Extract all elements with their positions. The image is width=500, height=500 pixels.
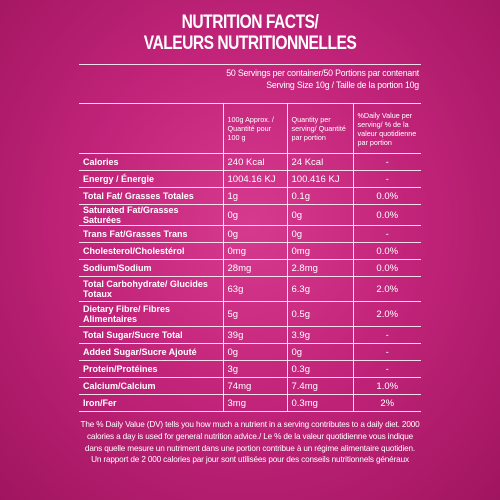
table-row [79, 302, 421, 327]
per-100g-value: 3mg [223, 395, 287, 412]
daily-value-footnote: The % Daily Value (DV) tells you how much a nutrient in a serving contributes to a daily diet. 2000 calories a day is used for general nutrition advice./ Le % de la valeur quotidienne vous indique dans quelle mesure un nutriment dans une portion contribue à un régime alimentaire quotidien. Un rapport de 2 000 calories par jour sont utilisées pour des conseils nutritionnels généraux [80, 420, 420, 465]
table-row [79, 327, 421, 344]
per-100g-value: 0mg [223, 243, 287, 260]
title-line-1: NUTRITION FACTS/ [181, 12, 319, 33]
title-line-2: VALEURS NUTRITIONNELLES [143, 33, 357, 54]
per-100g-value: 0g [223, 344, 287, 361]
daily-value-percent: 0.0% [353, 188, 421, 205]
per-100g-value: 3g [223, 361, 287, 378]
nutrition-label [79, 8, 421, 492]
nutrient-label: Total Sugar/Sucre Total [79, 327, 223, 344]
per-100g-value: 39g [223, 327, 287, 344]
per-serving-value: 0.5g [287, 302, 353, 327]
per-serving-value: 7.4mg [287, 378, 353, 395]
per-serving-value: 0g [287, 205, 353, 226]
per-100g-value: 1004.16 KJ [223, 171, 287, 188]
daily-value-percent: 1.0% [353, 378, 421, 395]
table-row [79, 361, 421, 378]
daily-value-percent: 2.0% [353, 277, 421, 302]
nutrient-label: Calories [79, 154, 223, 171]
per-serving-value: 0g [287, 344, 353, 361]
table-row [79, 378, 421, 395]
daily-value-percent: 0.0% [353, 260, 421, 277]
label-title [110, 12, 390, 54]
per-100g-value: 74mg [223, 378, 287, 395]
per-serving-value: 0.3mg [287, 395, 353, 412]
serving-size: Serving Size 10g / Taille de la portion 10g [266, 80, 419, 91]
daily-value-percent: 2.0% [353, 302, 421, 327]
daily-value-percent: 0.0% [353, 205, 421, 226]
per-100g-value: 63g [223, 277, 287, 302]
per-serving-value: 3.9g [287, 327, 353, 344]
per-100g-value: 240 Kcal [223, 154, 287, 171]
per-serving-value: 0mg [287, 243, 353, 260]
nutrient-label: Total Fat/ Grasses Totales [79, 188, 223, 205]
daily-value-percent: 2% [353, 395, 421, 412]
table-row [79, 243, 421, 260]
per-100g-value: 5g [223, 302, 287, 327]
table-row [79, 226, 421, 243]
per-serving-value: 0g [287, 226, 353, 243]
nutrient-label: Calcium/Calcium [79, 378, 223, 395]
per-serving-value: 0.1g [287, 188, 353, 205]
servings-per-container: 50 Servings per container/50 Portions par contenant [226, 68, 419, 79]
nutrient-label: Sodium/Sodium [79, 260, 223, 277]
nutrient-label: Added Sugar/Sucre Ajouté [79, 344, 223, 361]
nutrient-label: Trans Fat/Grasses Trans [79, 226, 223, 243]
per-serving-value: 2.8mg [287, 260, 353, 277]
table-row [79, 205, 421, 226]
nutrient-label: Protein/Protéines [79, 361, 223, 378]
per-serving-value: 24 Kcal [287, 154, 353, 171]
header-nutrient [79, 104, 223, 154]
title-divider [79, 64, 421, 65]
table-header-row [79, 104, 421, 154]
header-per-100g: 100g Approx. / Quantité pour 100 g [223, 104, 287, 154]
per-100g-value: 28mg [223, 260, 287, 277]
nutrient-label: Total Carbohydrate/ Glucides Totaux [79, 277, 223, 302]
table-row [79, 395, 421, 412]
nutrient-label: Dietary Fibre/ Fibres Alimentaires [79, 302, 223, 327]
table-row [79, 171, 421, 188]
daily-value-percent: 0.0% [353, 243, 421, 260]
daily-value-percent: - [353, 154, 421, 171]
table-row [79, 154, 421, 171]
nutrient-label: Energy / Énergie [79, 171, 223, 188]
table-row [79, 188, 421, 205]
per-100g-value: 0g [223, 205, 287, 226]
daily-value-percent: - [353, 327, 421, 344]
header-per-serving: Quantity per serving/ Quantité par portion [287, 104, 353, 154]
per-100g-value: 0g [223, 226, 287, 243]
nutrition-table [79, 103, 421, 412]
per-serving-value: 100.416 KJ [287, 171, 353, 188]
per-100g-value: 1g [223, 188, 287, 205]
table-row [79, 277, 421, 302]
per-serving-value: 6.3g [287, 277, 353, 302]
daily-value-percent: - [353, 344, 421, 361]
daily-value-percent: - [353, 361, 421, 378]
nutrient-label: Iron/Fer [79, 395, 223, 412]
table-row [79, 260, 421, 277]
table-row [79, 344, 421, 361]
header-daily-value: %Daily Value per serving/ % de la valeur quotidienne par portion [353, 104, 421, 154]
daily-value-percent: - [353, 171, 421, 188]
nutrient-label: Saturated Fat/Grasses Saturées [79, 205, 223, 226]
nutrient-label: Cholesterol/Cholestérol [79, 243, 223, 260]
daily-value-percent: - [353, 226, 421, 243]
per-serving-value: 0.3g [287, 361, 353, 378]
